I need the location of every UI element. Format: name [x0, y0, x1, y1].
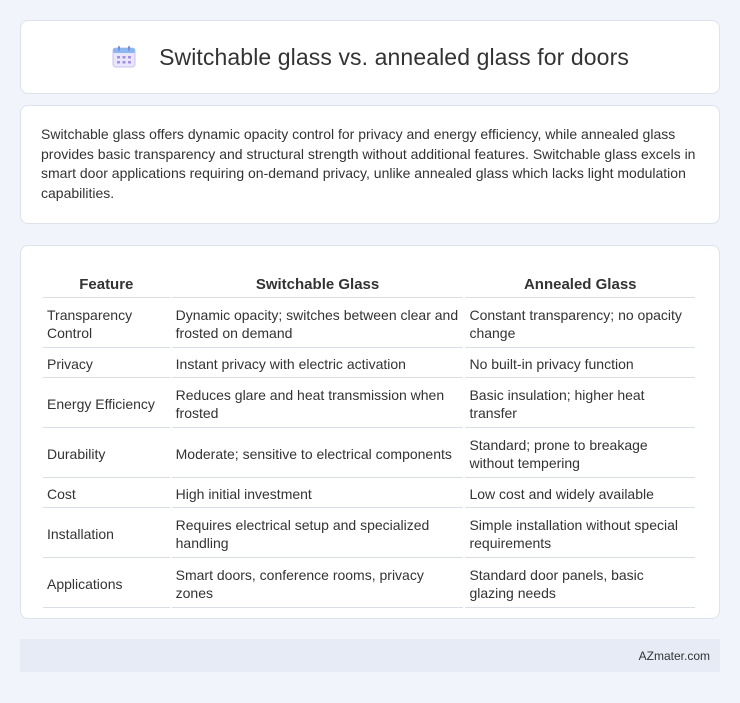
header-switchable-glass: Switchable Glass — [172, 266, 464, 298]
table-row — [43, 508, 695, 558]
row-switchable: Requires electrical setup and specialized handling — [172, 508, 464, 558]
row-annealed: Simple installation without special requirements — [465, 508, 695, 558]
footer — [20, 639, 720, 672]
intro-paragraph: Switchable glass offers dynamic opacity control for privacy and energy efficiency, while annealed glass provides basic transparency and structural strength without additional features. Switchable glass excels in smart door applications requiring on-demand privacy, unlike annealed glass which lacks light modulation capabilities. — [41, 126, 696, 201]
table-row — [43, 478, 695, 508]
row-switchable: Dynamic opacity; switches between clear and frosted on demand — [172, 298, 464, 348]
row-annealed: No built-in privacy function — [465, 348, 695, 378]
row-feature: Privacy — [43, 348, 170, 378]
row-switchable: Smart doors, conference rooms, privacy zones — [172, 558, 464, 608]
row-annealed: Constant transparency; no opacity change — [465, 298, 695, 348]
header-feature: Feature — [43, 266, 170, 298]
row-feature: Cost — [43, 478, 170, 508]
row-switchable: Moderate; sensitive to electrical components — [172, 428, 464, 478]
table-row — [43, 378, 695, 428]
table-row — [43, 298, 695, 348]
row-feature: Installation — [43, 508, 170, 558]
row-annealed: Standard; prone to breakage without tempering — [465, 428, 695, 478]
row-annealed: Standard door panels, basic glazing needs — [465, 558, 695, 608]
table-row — [43, 558, 695, 608]
calendar-icon — [111, 45, 137, 69]
comparison-table — [41, 266, 697, 608]
row-feature: Applications — [43, 558, 170, 608]
row-feature: Energy Efficiency — [43, 378, 170, 428]
row-feature: Durability — [43, 428, 170, 478]
header-annealed-glass: Annealed Glass — [465, 266, 695, 298]
row-switchable: High initial investment — [172, 478, 464, 508]
row-annealed: Basic insulation; higher heat transfer — [465, 378, 695, 428]
table-header-row — [43, 266, 695, 298]
intro-card — [20, 105, 720, 224]
title-card — [20, 20, 720, 94]
comparison-card — [20, 245, 720, 619]
table-row — [43, 348, 695, 378]
table-row — [43, 428, 695, 478]
footer-brand: AZmater.com — [638, 648, 710, 663]
page-title: Switchable glass vs. annealed glass for doors — [159, 43, 629, 70]
title-wrap — [111, 44, 629, 71]
row-feature: Transparency Control — [43, 298, 170, 348]
row-switchable: Reduces glare and heat transmission when frosted — [172, 378, 464, 428]
row-switchable: Instant privacy with electric activation — [172, 348, 464, 378]
row-annealed: Low cost and widely available — [465, 478, 695, 508]
